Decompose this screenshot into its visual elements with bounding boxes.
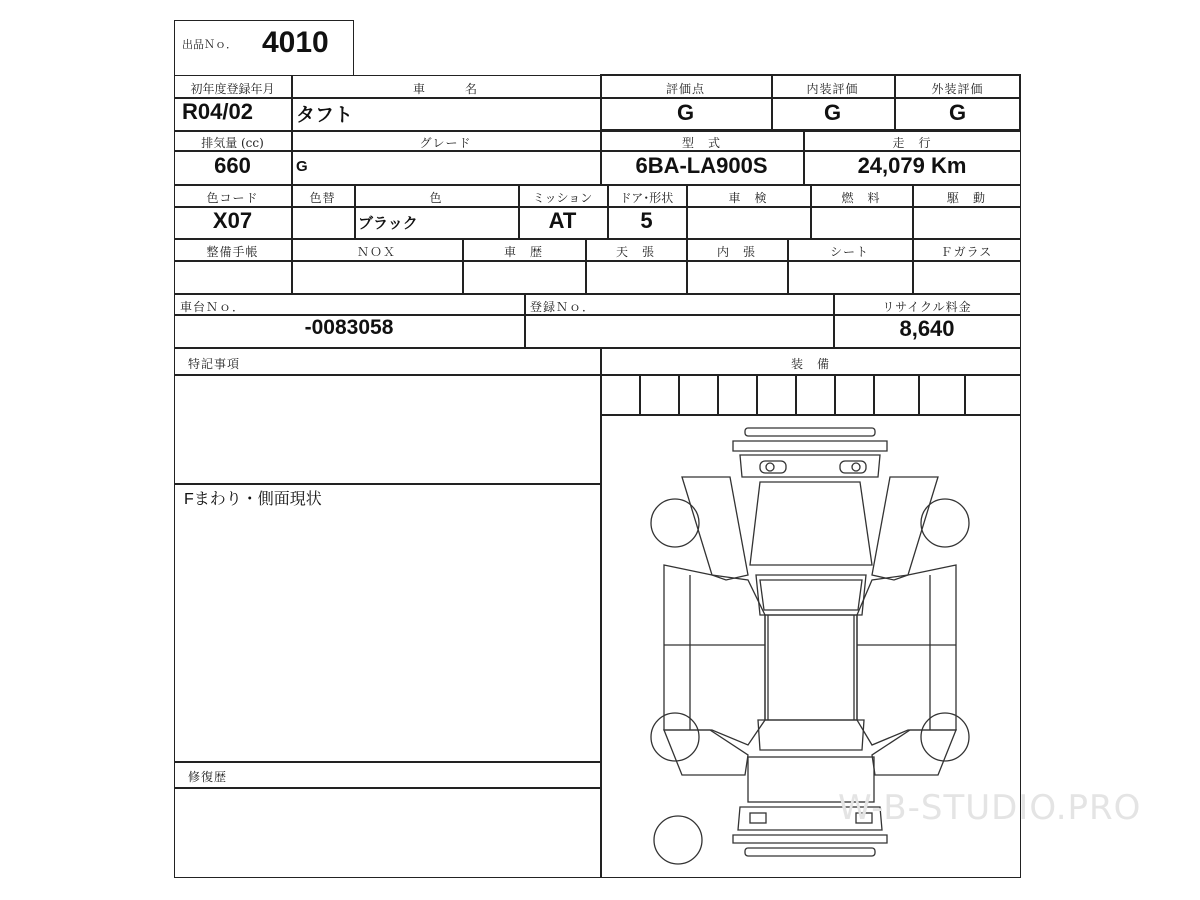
recycle-label: リサイクル料金	[882, 300, 972, 314]
sunroof-label: 天 張	[615, 245, 655, 259]
first-registration: R04/02	[182, 99, 253, 124]
mileage-label: 走 行	[892, 136, 932, 150]
interior-trim-label: 内 張	[716, 245, 756, 259]
seat-label: シート	[829, 245, 869, 259]
history-label: 車 歴	[503, 245, 543, 259]
equipment-label: 装 備	[790, 357, 830, 371]
special-notes-label: 特記事項	[188, 357, 241, 371]
score: G	[676, 100, 695, 125]
first-reg-label: 初年度登録年月	[190, 82, 275, 96]
doors-label: ドア･形状	[619, 191, 674, 205]
chassis-label: 車台Ｎｏ．	[180, 300, 246, 314]
color-label: 色	[429, 191, 443, 205]
displacement-label: 排気量 (cc)	[201, 136, 264, 150]
score-label: 評価点	[665, 82, 705, 96]
watermark: W-B-STUDIO.PRO	[838, 788, 1142, 828]
mission-label: ミッション	[532, 191, 593, 205]
color-change-label: 色替	[309, 191, 336, 205]
drive-label: 駆 動	[946, 191, 986, 205]
interior-score: G	[823, 100, 842, 125]
nox-label: ＮＯＸ	[356, 245, 396, 259]
color: ブラック	[358, 215, 418, 232]
fglass-label: Ｆガラス	[940, 245, 993, 259]
exterior-score: G	[948, 100, 967, 125]
maintenance-label: 整備手帳	[206, 245, 259, 259]
interior-label: 内装評価	[806, 82, 859, 96]
model-label: 型 式	[681, 136, 721, 150]
displacement: 660	[214, 153, 251, 178]
recycle-fee: 8,640	[899, 316, 955, 341]
front-side-label: Fまわり・側面現状	[184, 491, 322, 508]
lot-number: 4010	[262, 26, 329, 59]
chassis-number: -0083058	[304, 316, 394, 339]
exterior-label: 外装評価	[931, 82, 984, 96]
fuel-label: 燃 料	[841, 191, 881, 205]
registration-label: 登録Ｎｏ．	[530, 300, 596, 314]
grade-label: グレード	[419, 136, 472, 150]
color-code-label: 色コード	[206, 191, 259, 205]
color-code: X07	[212, 208, 253, 233]
model-code: 6BA-LA900S	[635, 153, 768, 178]
car-name-label: 車 名	[412, 82, 478, 96]
repair-history-label: 修復歴	[188, 770, 228, 784]
mission: AT	[548, 208, 577, 233]
car-name: タフト	[296, 105, 354, 126]
lot-number-label: 出品Ｎｏ．	[182, 38, 237, 51]
mileage: 24,079 Km	[857, 153, 967, 178]
inspection-label: 車 検	[728, 191, 768, 205]
doors: 5	[640, 208, 653, 233]
grade: G	[296, 158, 308, 175]
